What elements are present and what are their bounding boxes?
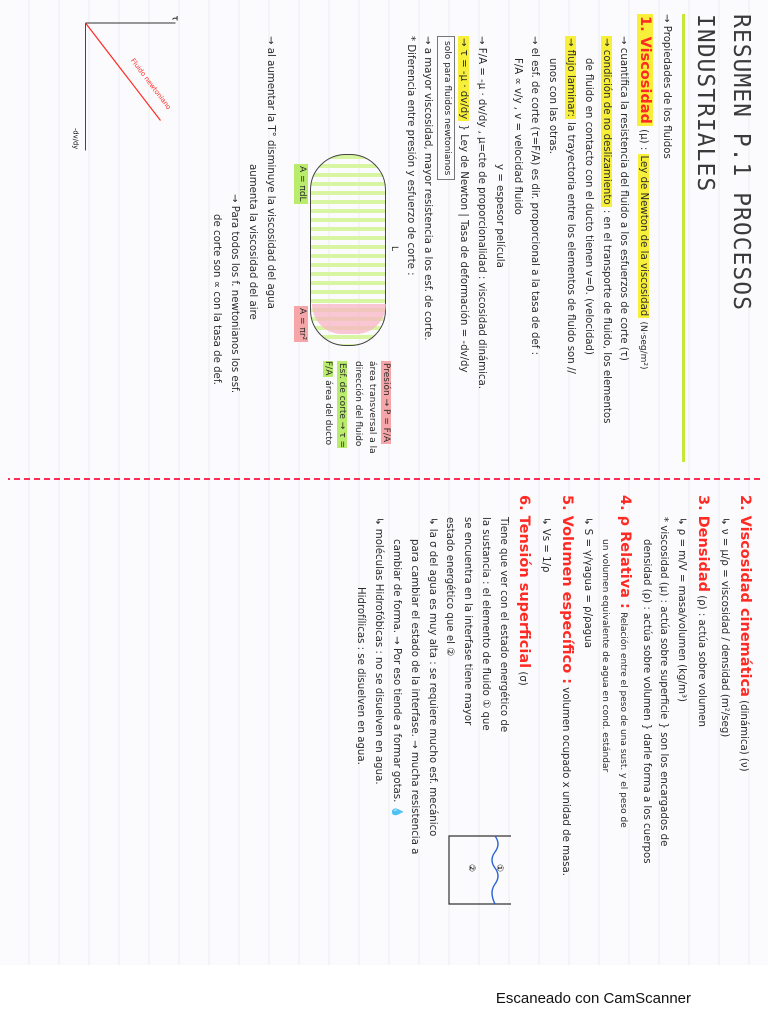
props-line: → Propiedades de los fluidos — [660, 14, 672, 159]
no-slip-text: : en el transporte de fluido, los elementos — [600, 209, 612, 424]
section-specific-volume — [555, 495, 577, 947]
section-relative-density — [613, 495, 635, 947]
note-line: para cambiar el estado de la interfase. → mucha resistencia a — [408, 539, 420, 855]
laminar-flow-text: la trayectoria entre los elementos de fluido son // — [565, 122, 576, 374]
newton-law-line — [437, 14, 471, 462]
section-specific-volume-heading: 5. Volumen específico : — [558, 495, 575, 685]
shear-def — [320, 359, 348, 462]
temperature-effect-air: aumenta la viscosidad del aire — [246, 164, 258, 320]
tank-element-2: ② — [465, 864, 476, 873]
note-line: densidad (ρ) : actúa sobre volumen } darle forma a los cuerpos — [640, 539, 652, 864]
pipe-wall-area-label: A = πdL — [294, 164, 308, 204]
note-line: * viscosidad (μ) : actúa sobre superficie } son los encargados de — [658, 517, 670, 847]
temperature-effect-water: disminuye la viscosidad del agua — [264, 139, 276, 309]
note-line: de fluido en contacto con el ducto tienen v=0. (velocidad) — [582, 58, 594, 355]
note-line: → a mayor viscosidad, mayor resistencia a los esf. de corte. — [422, 36, 434, 341]
temperature-label: → al aumentar la T° — [264, 36, 276, 137]
tank-diagram — [445, 830, 515, 910]
hydrophilic-text: Hidrofílicas : se disuelven en agua. — [355, 587, 367, 765]
section-density-heading: 3. Densidad — [694, 495, 711, 592]
note-line: unos con las otras. — [547, 58, 559, 155]
tank-element-1: ① — [493, 864, 504, 873]
density-formula: ↳ ρ = m/V = masa/volumen (kg/m³) — [676, 517, 688, 702]
note-line: de corte son ∝ con la tasa de def. — [211, 214, 223, 385]
section-density-sub: (ρ) : actúa sobre volumen — [695, 595, 707, 728]
note-line: → cuantifica la resistencia del fluido a los esfuerzos de corte (τ) — [618, 36, 630, 361]
graph-tau-label: τ — [169, 15, 180, 21]
note-line: estado energético que el ② — [444, 517, 456, 657]
section-kinematic-sub: (dinámica) (ν) — [738, 700, 749, 772]
section-density — [691, 495, 713, 947]
note-line: se encuentra en la interfase tiene mayor — [462, 517, 474, 726]
page-divider — [8, 478, 760, 480]
temperature-line — [262, 14, 278, 462]
section-specific-volume-sub: volumen ocupado x unidad de masa. — [559, 687, 571, 877]
newton-law-detail: } Ley de Newton | Tasa de deformación = -dv/dy — [458, 124, 470, 373]
pressure-formula: Presión → P = F/A — [380, 363, 391, 443]
shear-note: área del ducto — [322, 380, 333, 446]
right-column — [0, 485, 768, 955]
section-viscosity — [633, 14, 655, 462]
note-line: → Para todos los f. newtonianos los esf. — [229, 194, 241, 394]
left-column — [0, 0, 768, 470]
note-line: * Diferencia entre presión y esfuerzo de corte : — [404, 36, 416, 276]
note-line: → F/A = -μ · dv/dy , μ=cte de proporcionalidad : viscosidad dinámica. — [475, 36, 487, 389]
section-kinematic — [734, 495, 756, 947]
molecules-label: ↳ moléculas — [373, 517, 385, 581]
newton-law-equation: → τ = -μ · dv/dy — [458, 38, 470, 120]
shear-formula: Esf. de corte → τ = F/A — [322, 361, 347, 449]
note-line: la sustancia : el elemento de fluido ① que — [480, 517, 492, 731]
droplet-icon: 💧 — [390, 805, 402, 819]
viscosity-units: (N·seg/m²) — [637, 321, 648, 370]
note-line: Tiene que ver con el estado energético de — [497, 517, 509, 733]
pipe-length-label: L — [388, 246, 399, 252]
kinematic-formula: ↳ ν = μ/ρ = viscosidad / densidad (m²/seg) — [718, 517, 730, 738]
surface-tension-block — [442, 495, 511, 947]
note-line: y = espesor película — [493, 164, 505, 268]
newtonian-only-note: solo para fluidos newtonianos — [437, 36, 455, 180]
graph-fluid-label: Fluido newtoniano — [128, 56, 173, 112]
note-line: un volumen equivalente de agua en cond. estándar — [600, 539, 611, 773]
section-relative-density-sub: Relación entre el peso de una sust. y el peso de — [617, 612, 628, 828]
note-line: ↳ la σ del agua es muy alta : se requiere mucho esf. mecánico — [426, 517, 438, 837]
section-surface-tension-symbol: (σ) — [517, 671, 529, 686]
hydrophobic-text: Hidrofóbicas : no se disuelven en agua. — [373, 583, 385, 785]
newtonian-graph — [33, 8, 183, 158]
section-relative-density-heading: 4. ρ Relativa : — [616, 495, 633, 609]
laminar-flow-label: → flujo laminar: — [565, 38, 576, 117]
pipe-figure — [280, 14, 400, 462]
section-viscosity-heading: 1. Viscosidad — [636, 16, 653, 124]
newton-law-label: Ley de Newton de la viscosidad — [637, 155, 649, 317]
note-line: → el esf. de corte (τ=F/A) es dir. proporcional a la tasa de def : — [529, 36, 541, 356]
section-kinematic-heading: 2. Viscosidad cinemática — [737, 495, 753, 697]
graph-line — [86, 23, 161, 121]
note-line — [388, 495, 404, 947]
graph-x-label: -dv/dy — [71, 128, 80, 150]
note-line — [562, 14, 578, 462]
molecules-line — [370, 495, 386, 947]
scanner-watermark-text: Escaneado con CamScanner — [495, 990, 691, 1007]
specific-volume-formula: ↳ Vs = 1/ρ — [540, 517, 552, 573]
section-surface-tension — [513, 495, 535, 947]
droplet-text: cambiar de forma. → Por eso tiende a formar gotas. — [390, 539, 402, 803]
section-viscosity-symbol: (μ) : — [637, 129, 649, 151]
note-line — [598, 14, 614, 462]
pressure-note: área transversal a la dirección del fluido — [352, 361, 377, 454]
pipe-area-label: A = πr² — [294, 306, 308, 342]
section-surface-tension-heading: 6. Tensión superficial — [516, 495, 533, 669]
page-title: RESUMEN P.1 PROCESOS INDUSTRIALES — [682, 14, 758, 462]
scanner-watermark — [0, 990, 768, 1007]
note-line: F/A ∝ v/y , v = velocidad fluido — [511, 58, 523, 215]
relative-density-formula: ↳ S = γ/γagua = ρ/ρagua — [582, 517, 594, 648]
no-slip-label: → condición de no deslizamiento — [600, 38, 612, 205]
pressure-def — [350, 359, 392, 462]
